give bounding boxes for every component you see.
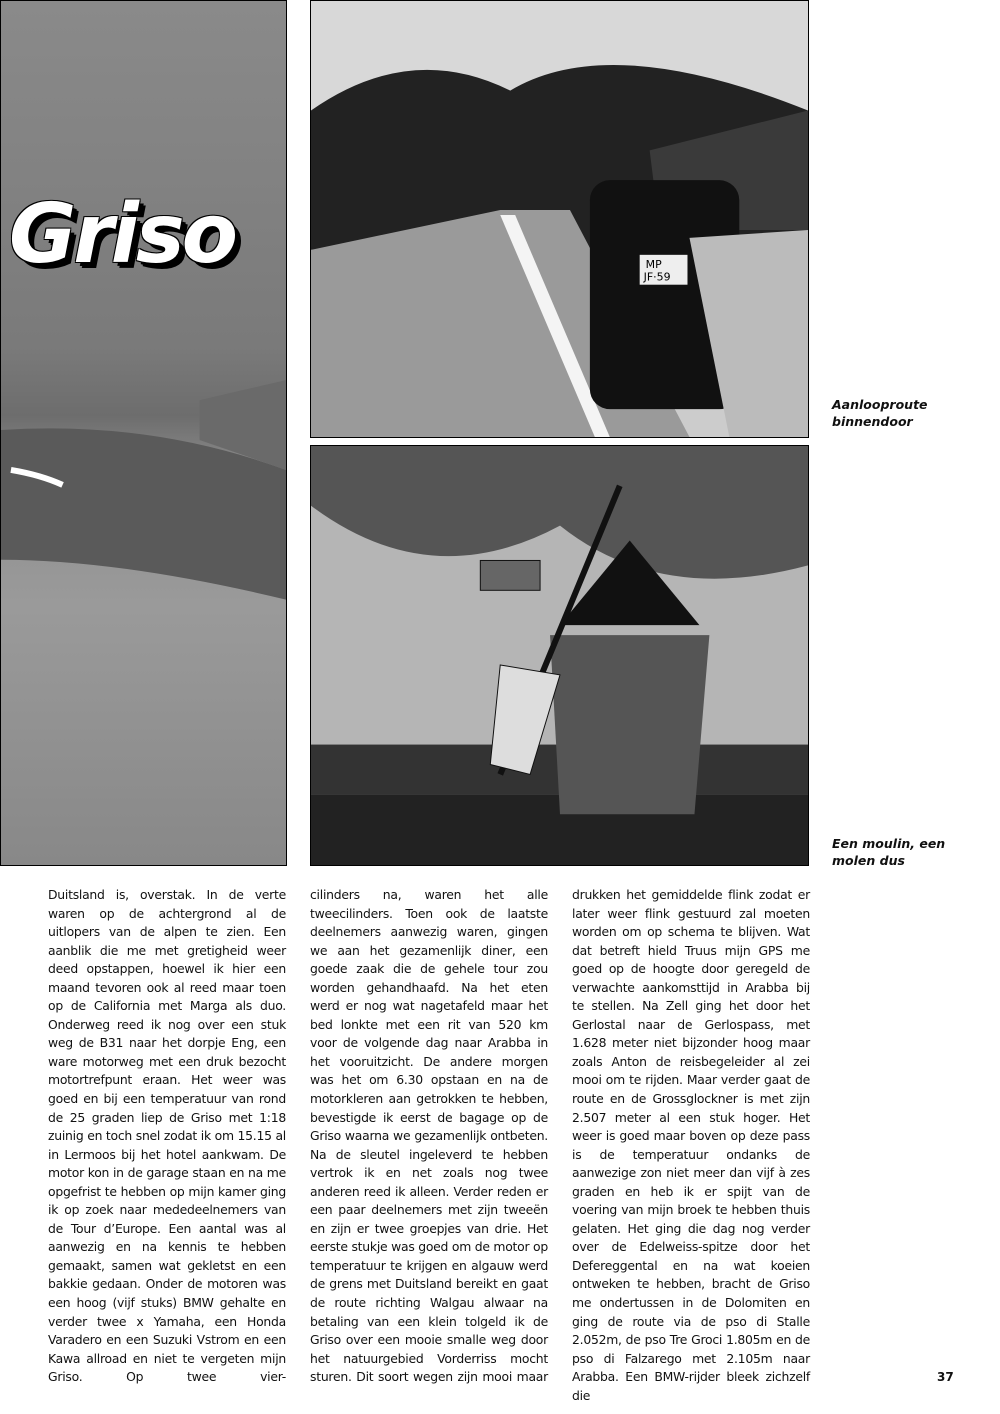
article-column-2: cilinders na, waren het alle tweecilinders. Toen ook de laatste deelnemers aanwezig waren, gingen we aan het gezamenlijk diner, een goede zaak die de gehele tour zou worden gehandhaafd. Na het eten werd er nog wat nagetafeld maar het bed lonkte met een rit van 520 km voor de volgende dag naar Arabba in het vooruitzicht. De andere morgen was het om 6.30 opstaan en na de motorkleren aan getrokken te hebben, bevestigde ik eerst de bagage op de Griso waarna we gezamenlijk ontbeten. Na de sleutel ingeleverd te hebben vertrok ik en net zoals nog twee anderen reed ik alleen. Verder reden er een paar deelnemers met zijn tweeën en zijn er twee groepjes van drie. Het eerste stukje was goed om de motor op temperatuur te krijgen en algauw werd de grens met Duitsland bereikt en gaat de route richting Walgau alwaar na betaling van een klein tolgeld ik de Griso over een mooie smalle weg door het natuurgebied Vorderriss mocht sturen. Dit soort wegen zijn mooi maar (310, 887, 548, 1385)
mountain-road-photo (0, 0, 287, 866)
article-title: Griso (9, 187, 235, 282)
caption-line: molen dus (832, 853, 905, 868)
caption-line: Een moulin, een (832, 836, 946, 851)
license-plate-line2: JF·59 (643, 270, 671, 284)
caption-line: binnendoor (832, 414, 913, 429)
article-column-3: drukken het gemiddelde flink zodat er later weer flink gestuurd zal moeten worden om op schema te blijven. Wat dat betreft hield Truus mijn GPS me goed op de hoogte door geregeld de verwachte aankomsttijd in Arabba bij te stellen. Na Zell ging het door het Gerlostal naar de Gerlospass, met 1.628 meter niet bijzonder hoog maar zoals Anton de reisbegeleider al zei mooi om te rijden. Maar verder gaat de route en de Grossglockner is met zijn 2.507 meter al een stuk hoger. Het weer is goed maar boven op deze pass is de temperatuur ondanks de aanwezige zon niet meer dan vijf à zes graden en heb ik er spijt van de voering van mijn broek te hebben thuis gelaten. Het ging die dag nog verder over de Edelweiss-spitze door het Defereggental en na wat koeien ontweken te hebben, bracht de Griso me ondertussen in de Dolomiten en ging de route via de pso di Stalle 2.052m, de pso Tre Groci 1.805m en de pso di Falzarego met 2.105m naar Arabba. Een BMW-rijder bleek zichzelf die (572, 887, 810, 1403)
license-plate-line1: MP (645, 257, 662, 271)
article-column-1: Duitsland is, overstak. In de verte waren op de achtergrond al de uitlopers van de alpen te zien. Een aanblik die me met gretigheid weer deed opstappen, hoewel ik hier een maand tevoren ook al reed maar toen op de California met Marga als duo. Onderweg reed ik nog over een stuk weg de B31 naar het dorpje Eng, een ware motorweg met een druk bezocht motortrefpunt eraan. Het weer was goed en bij een temperatuur van rond de 25 graden liep de Griso met 1:18 zuinig en toch snel zodat ik om 15.15 al in Lermoos bij het hotel aankwam. De motor kon in de garage staan en na me opgefrist te hebben op mijn kamer ging ik op zoek naar mededeelnemers van de Tour d’Europe. Een aantal was al aanwezig en na kennis te hebben gemaakt, samen wat gekletst en een bakkie gedaan. Onder de motoren was een hoog (vijf stuks) BMW gehalte en verder twee x Yamaha, een Honda Varadero en een Suzuki Vstrom en een Kawa allroad en niet te vergeten mijn Griso. Op twee vier- (48, 887, 286, 1385)
motorcycle-road-photo (310, 0, 809, 438)
road-photo-caption (832, 396, 928, 430)
page-number: 37 (937, 1370, 954, 1384)
caption-line: Aanlooproute (832, 397, 928, 412)
mill-photo-caption (832, 835, 945, 869)
windmill-photo (310, 445, 809, 866)
